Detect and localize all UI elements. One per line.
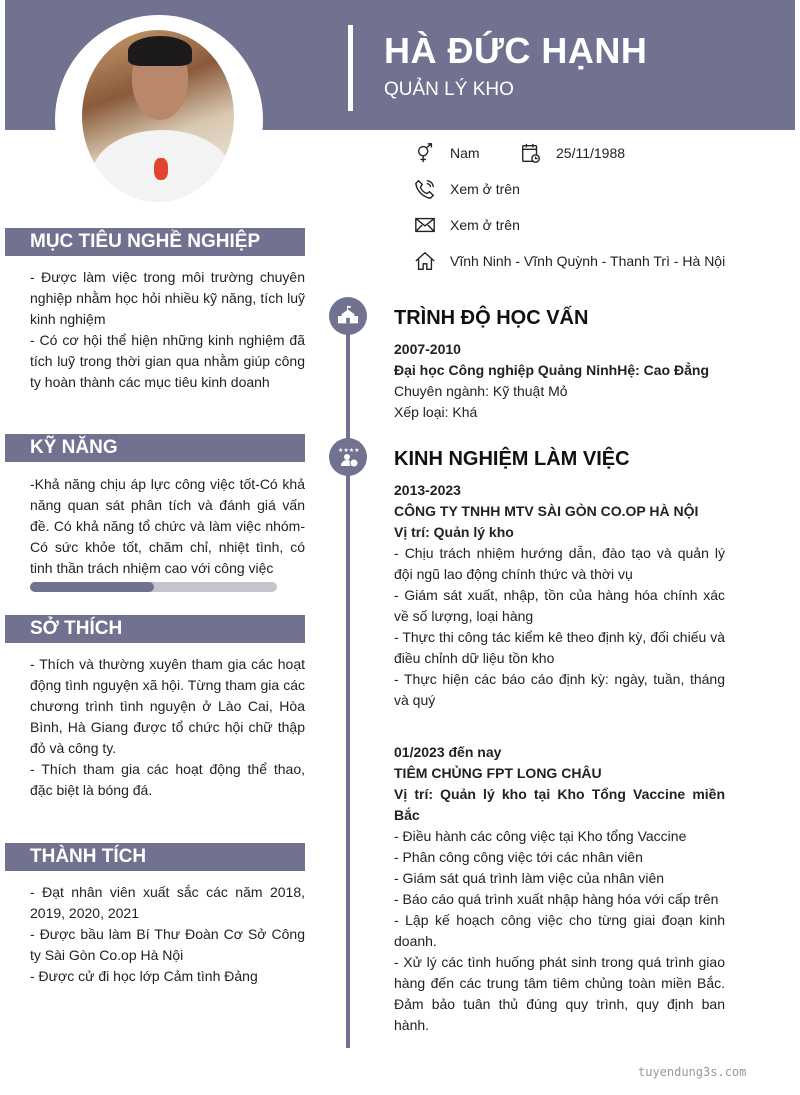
job-duty: - Giám sát quá trình làm việc của nhân viên — [394, 870, 665, 886]
contact-address — [414, 250, 725, 272]
header-divider — [348, 25, 353, 111]
section-skills-title: KỸ NĂNG — [5, 434, 305, 462]
job-role: Vị trí: Quản lý kho tại Kho Tổng Vaccine miền Bắc — [394, 786, 725, 823]
awards-text — [30, 882, 305, 987]
job-role: Vị trí: Quản lý kho — [394, 524, 514, 540]
hobbies-text — [30, 654, 305, 801]
job-duty: - Điều hành các công việc tại Kho tổng Vaccine — [394, 828, 687, 844]
award-line: - Được bầu làm Bí Thư Đoàn Cơ Sở Công ty Sài Gòn Co.op Hà Nội — [30, 926, 305, 963]
job-duty: - Thực hiện các báo cáo định kỳ: ngày, tuần, tháng và quý — [394, 671, 725, 708]
svg-text:★★★★: ★★★★ — [338, 448, 360, 454]
timeline-line — [346, 300, 350, 1048]
job-duty: - Xử lý các tình huống phát sinh trong quá trình giao hàng đến các trung tâm tiêm chủng toàn miền Bắc. Đảm bảo tuân thủ đúng quy trình, quy định ban hành. — [394, 954, 725, 1033]
hobby-line: - Thích và thường xuyên tham gia các hoạt động tình nguyện xã hội. Từng tham gia các chương trình tình nguyện ở Lào Cai, Hòa Bình, Hà Giang được tổ chức hội chữ thập đỏ và công ty. — [30, 656, 305, 756]
job-entry — [394, 742, 725, 1036]
education-entry — [394, 339, 725, 423]
calendar-icon — [520, 142, 542, 164]
experience-icon — [329, 438, 367, 476]
education-school: Đại học Công nghiệp Quảng NinhHệ: Cao Đẳng — [394, 362, 709, 378]
award-line: - Đạt nhân viên xuất sắc các năm 2018, 2019, 2020, 2021 — [30, 884, 305, 921]
school-icon — [329, 297, 367, 335]
job-duty: - Lập kế hoạch công việc cho từng giai đoạn kinh doanh. — [394, 912, 725, 949]
contact-birthday — [520, 142, 625, 164]
education-period: 2007-2010 — [394, 341, 461, 357]
job-company: TIÊM CHỦNG FPT LONG CHÂU — [394, 765, 602, 781]
contact-email — [414, 214, 520, 236]
section-experience-title: KINH NGHIỆM LÀM VIỆC — [394, 448, 630, 470]
education-grade: Xếp loại: Khá — [394, 404, 478, 420]
job-period: 2013-2023 — [394, 482, 461, 498]
job-period: 01/2023 đến nay — [394, 744, 502, 760]
section-hobbies-title: SỞ THÍCH — [5, 615, 305, 643]
birthday-text: 25/11/1988 — [556, 145, 626, 161]
job-duty: - Phân công công việc tới các nhân viên — [394, 849, 643, 865]
section-objective-title: MỤC TIÊU NGHỀ NGHIỆP — [5, 228, 305, 256]
home-icon — [414, 250, 436, 272]
job-duty: - Báo cáo quá trình xuất nhập hàng hóa với cấp trên — [394, 891, 719, 907]
skills-text: -Khả năng chịu áp lực công việc tốt-Có khả năng quan sát phân tích và đánh giá vấn đề. Có khả năng tổ chức và làm việc nhóm-Có sức khỏe tốt, chăm chỉ, nhiệt tình, có tinh thần trách nhiệm cao với công việc — [30, 476, 305, 576]
objective-line: - Được làm việc trong môi trường chuyên nghiệp nhằm học hỏi nhiều kỹ năng, tích luỹ kinh nghiệm — [30, 269, 305, 327]
job-duty: - Giám sát xuất, nhập, tồn của hàng hóa chính xác về số lượng, loại hàng — [394, 587, 725, 624]
watermark: tuyendung3s.com — [638, 1065, 747, 1079]
skill-level-fill — [30, 582, 154, 592]
gender-icon — [414, 142, 436, 164]
objective-line: - Có cơ hội thể hiện những kinh nghiệm đã tích luỹ trong thời gian qua nhằm giúp công ty hoàn thành các mục tiêu kinh doanh — [30, 332, 305, 390]
phone-text: Xem ở trên — [450, 181, 520, 197]
avatar — [82, 30, 234, 202]
job-duty: - Chịu trách nhiệm hướng dẫn, đào tạo và quản lý đội ngũ lao động chính thức và thời vụ — [394, 545, 725, 582]
email-text: Xem ở trên — [450, 217, 520, 233]
candidate-position: QUẢN LÝ KHO — [384, 79, 514, 100]
address-text: Vĩnh Ninh - Vĩnh Quỳnh - Thanh Trì - Hà Nội — [450, 253, 726, 269]
contact-phone — [414, 178, 520, 200]
section-education-title: TRÌNH ĐỘ HỌC VẤN — [394, 307, 589, 329]
section-awards-title: THÀNH TÍCH — [5, 843, 305, 871]
job-duty: - Thực thi công tác kiểm kê theo định kỳ, đối chiếu và điều chỉnh dữ liệu tồn kho — [394, 629, 725, 666]
email-icon — [414, 214, 436, 236]
hobby-line: - Thích tham gia các hoạt động thể thao, đặc biệt là bóng đá. — [30, 761, 305, 798]
award-line: - Được cử đi học lớp Cảm tình Đảng — [30, 968, 258, 984]
objective-text — [30, 267, 305, 393]
contact-gender — [414, 142, 480, 164]
job-entry — [394, 480, 725, 711]
education-major: Chuyên ngành: Kỹ thuật Mỏ — [394, 383, 568, 399]
gender-text: Nam — [450, 145, 480, 161]
candidate-name: HÀ ĐỨC HẠNH — [384, 30, 648, 71]
skill-level-bar — [30, 582, 277, 592]
job-company: CÔNG TY TNHH MTV SÀI GÒN CO.OP HÀ NỘI — [394, 503, 699, 519]
phone-icon — [414, 178, 436, 200]
